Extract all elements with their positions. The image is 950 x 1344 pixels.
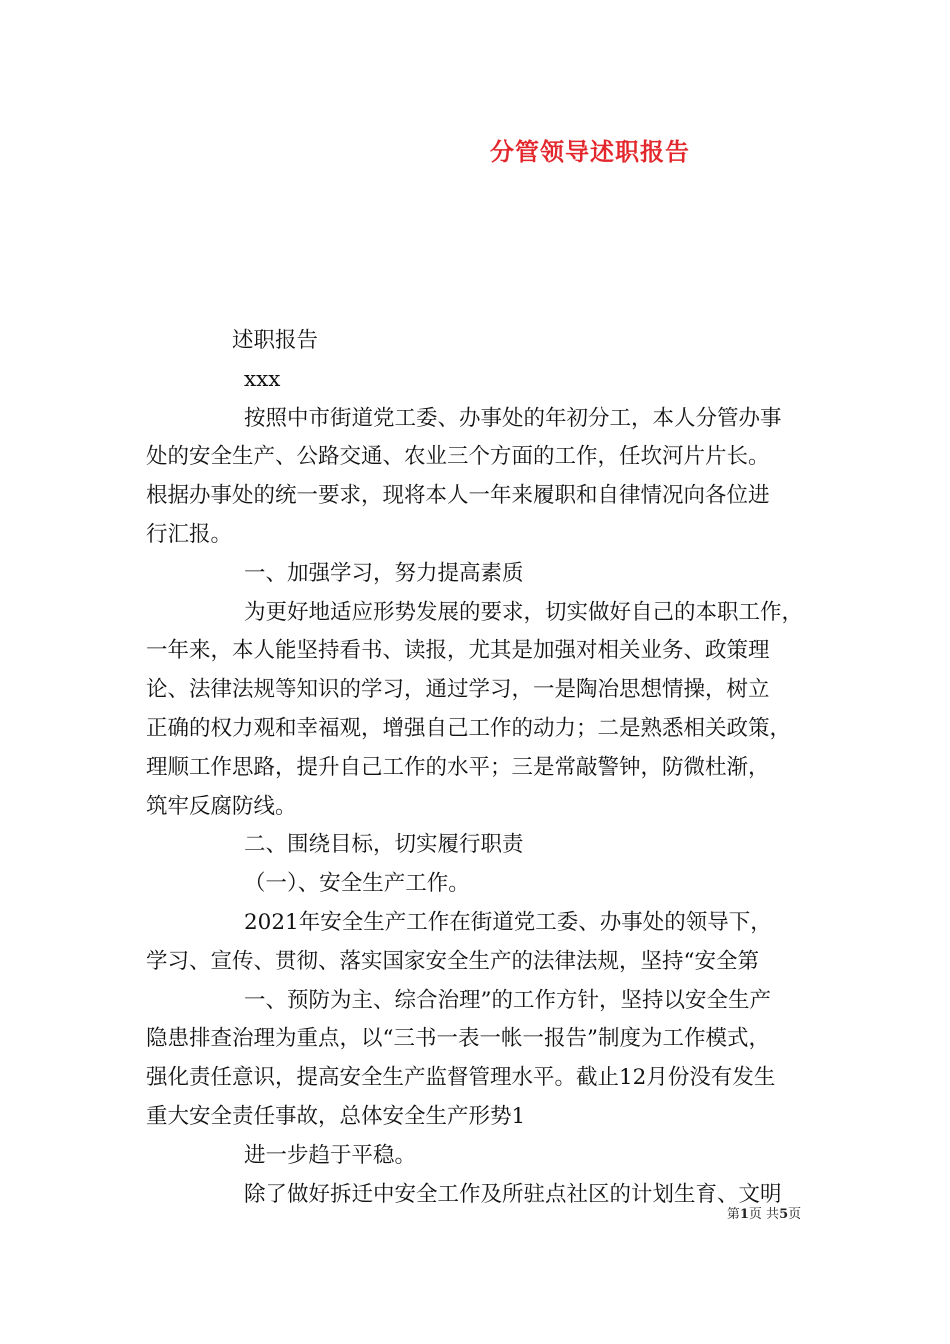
body-line: 2021年安全生产工作在街道党工委、办事处的领导下， (244, 909, 772, 935)
body-line: 述职报告 (232, 328, 319, 353)
body-line: 学习、宣传、贯彻、落实国家安全生产的法律法规，坚持“安全第 (146, 948, 759, 974)
body-line: 二、围绕目标，切实履行职责 (244, 832, 524, 858)
body-line: 隐患排查治理为重点，以“三书一表一帐一报告”制度为工作模式， (146, 1026, 770, 1052)
body-line: 行汇报。 (146, 521, 233, 547)
body-line: xxx (244, 366, 281, 392)
body-line: （一）、安全生产工作。 (244, 871, 470, 897)
body-line: 理顺工作思路，提升自己工作的水平；三是常敲警钟，防微杜渐， (146, 754, 770, 780)
body-line: 一、预防为主、综合治理”的工作方针，坚持以安全生产 (244, 987, 771, 1013)
body-line: 正确的权力观和幸福观，增强自己工作的动力；二是熟悉相关政策， (146, 715, 792, 741)
footer-suffix: 页 (788, 1207, 802, 1222)
body-line: 重大安全责任事故，总体安全生产形势1 (146, 1103, 526, 1129)
footer-prefix: 第 (726, 1207, 740, 1222)
body-line: 强化责任意识，提高安全生产监督管理水平。截止12月份没有发生 (146, 1065, 776, 1091)
body-line: 进一步趋于平稳。 (244, 1142, 417, 1168)
footer-middle: 页 共 (748, 1207, 780, 1222)
body-line: 为更好地适应形势发展的要求，切实做好自己的本职工作， (244, 599, 804, 625)
page-footer (0, 1203, 950, 1222)
footer-current-page: 1 (739, 1207, 749, 1222)
body-line: 筑牢反腐防线。 (146, 793, 297, 819)
body-line: 一、加强学习，努力提高素质 (244, 560, 524, 586)
body-line: 根据办事处的统一要求，现将本人一年来履职和自律情况向各位进 (146, 483, 770, 509)
body-line: 一年来，本人能坚持看书、读报，尤其是加强对相关业务、政策理 (146, 638, 770, 664)
document-title: 分管领导述职报告 (490, 137, 690, 166)
body-line: 除了做好拆迁中安全工作及所驻点社区的计划生育、文明 (244, 1181, 782, 1207)
body-line: 处的安全生产、公路交通、农业三个方面的工作，任坎河片片长。 (146, 444, 770, 470)
document-body (146, 322, 822, 1214)
footer-total-pages: 5 (779, 1207, 789, 1222)
body-line: 按照中市街道党工委、办事处的年初分工，本人分管办事 (244, 405, 782, 431)
body-line: 论、法律法规等知识的学习，通过学习，一是陶冶思想情操，树立 (146, 677, 770, 703)
